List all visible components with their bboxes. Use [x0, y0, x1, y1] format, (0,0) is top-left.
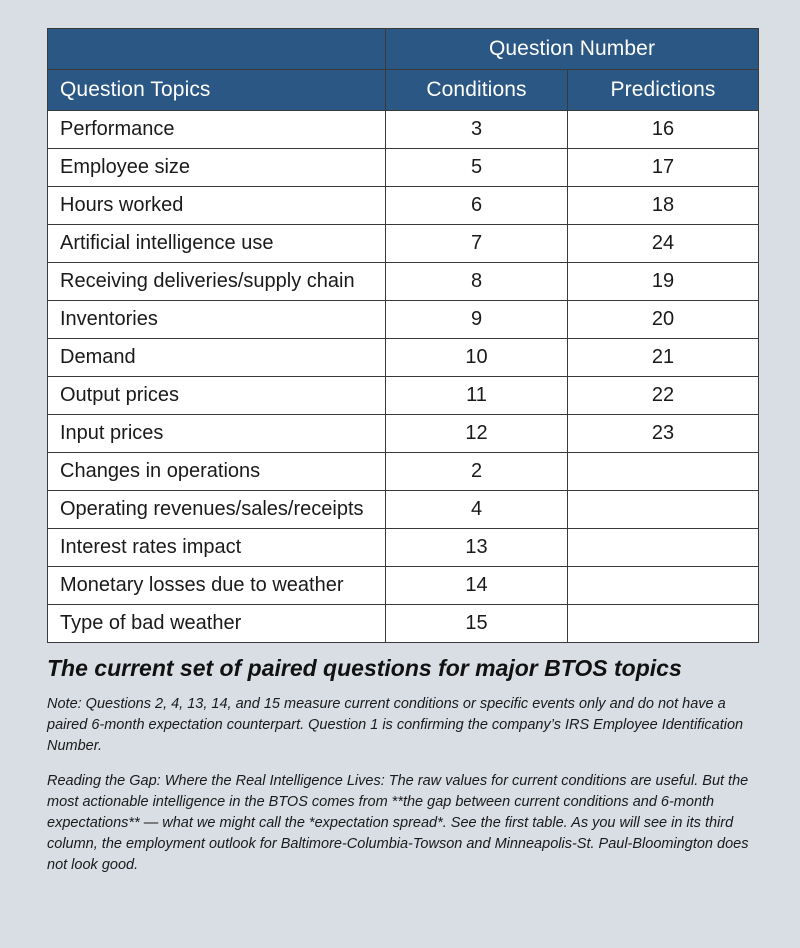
conditions-cell: 14: [386, 567, 568, 605]
topic-cell: Type of bad weather: [48, 605, 386, 643]
predictions-cell: 22: [568, 377, 759, 415]
conditions-cell: 4: [386, 491, 568, 529]
conditions-cell: 9: [386, 301, 568, 339]
predictions-cell: [568, 491, 759, 529]
conditions-cell: 8: [386, 263, 568, 301]
reading-the-gap-paragraph: Reading the Gap: Where the Real Intelligence Lives: The raw values for current conditions are useful. But the most actionable intelligence in the BTOS comes from **the gap between current conditions and 6-month expectations** — what we might call the *expectation spread*. See the first table. As you will see in its third column, the employment outlook for Baltimore-Columbia-Towson and Minneapolis-St. Paul-Bloomington does not look good.: [47, 773, 749, 873]
predictions-cell: [568, 567, 759, 605]
content-panel: [47, 28, 758, 876]
table-body: [48, 111, 759, 643]
predictions-cell: [568, 453, 759, 491]
predictions-cell: 20: [568, 301, 759, 339]
topic-cell: Monetary losses due to weather: [48, 567, 386, 605]
predictions-cell: 24: [568, 225, 759, 263]
table-caption: The current set of paired questions for major BTOS topics: [47, 655, 682, 681]
header-row-group: [48, 29, 759, 70]
predictions-cell: 21: [568, 339, 759, 377]
conditions-cell: 13: [386, 529, 568, 567]
note-paragraph: Note: Questions 2, 4, 13, 14, and 15 measure current conditions or specific events only and do not have a paired 6-month expectation counterpart. Question 1 is confirming the company’s IRS Employee Identification Number.: [47, 696, 744, 754]
topic-cell: Changes in operations: [48, 453, 386, 491]
topic-cell: Hours worked: [48, 187, 386, 225]
topic-cell: Inventories: [48, 301, 386, 339]
conditions-cell: 6: [386, 187, 568, 225]
conditions-cell: 11: [386, 377, 568, 415]
header-blank-cell: [48, 29, 386, 70]
table-row: [48, 415, 759, 453]
table-row: [48, 187, 759, 225]
table-row: [48, 377, 759, 415]
table-row: [48, 605, 759, 643]
conditions-cell: 12: [386, 415, 568, 453]
header-row-columns: [48, 70, 759, 111]
table-row: [48, 529, 759, 567]
predictions-cell: [568, 605, 759, 643]
topic-cell: Artificial intelligence use: [48, 225, 386, 263]
predictions-cell: 16: [568, 111, 759, 149]
table-row: [48, 453, 759, 491]
question-table: [47, 28, 759, 643]
topic-cell: Employee size: [48, 149, 386, 187]
question-topics-header: Question Topics: [48, 70, 386, 111]
table-row: [48, 263, 759, 301]
conditions-cell: 10: [386, 339, 568, 377]
topic-cell: Operating revenues/sales/receipts: [48, 491, 386, 529]
predictions-header: Predictions: [568, 70, 759, 111]
predictions-cell: 17: [568, 149, 759, 187]
predictions-cell: 23: [568, 415, 759, 453]
topic-cell: Output prices: [48, 377, 386, 415]
topic-cell: Performance: [48, 111, 386, 149]
table-row: [48, 491, 759, 529]
table-row: [48, 301, 759, 339]
conditions-cell: 15: [386, 605, 568, 643]
predictions-cell: [568, 529, 759, 567]
predictions-cell: 19: [568, 263, 759, 301]
conditions-cell: 3: [386, 111, 568, 149]
conditions-cell: 2: [386, 453, 568, 491]
table-row: [48, 111, 759, 149]
predictions-cell: 18: [568, 187, 759, 225]
table-row: [48, 225, 759, 263]
table-row: [48, 339, 759, 377]
table-row: [48, 149, 759, 187]
conditions-cell: 5: [386, 149, 568, 187]
conditions-cell: 7: [386, 225, 568, 263]
topic-cell: Receiving deliveries/supply chain: [48, 263, 386, 301]
topic-cell: Demand: [48, 339, 386, 377]
topic-cell: Interest rates impact: [48, 529, 386, 567]
topic-cell: Input prices: [48, 415, 386, 453]
question-number-header: Question Number: [386, 29, 759, 70]
table-row: [48, 567, 759, 605]
conditions-header: Conditions: [386, 70, 568, 111]
table-header: [48, 29, 759, 111]
